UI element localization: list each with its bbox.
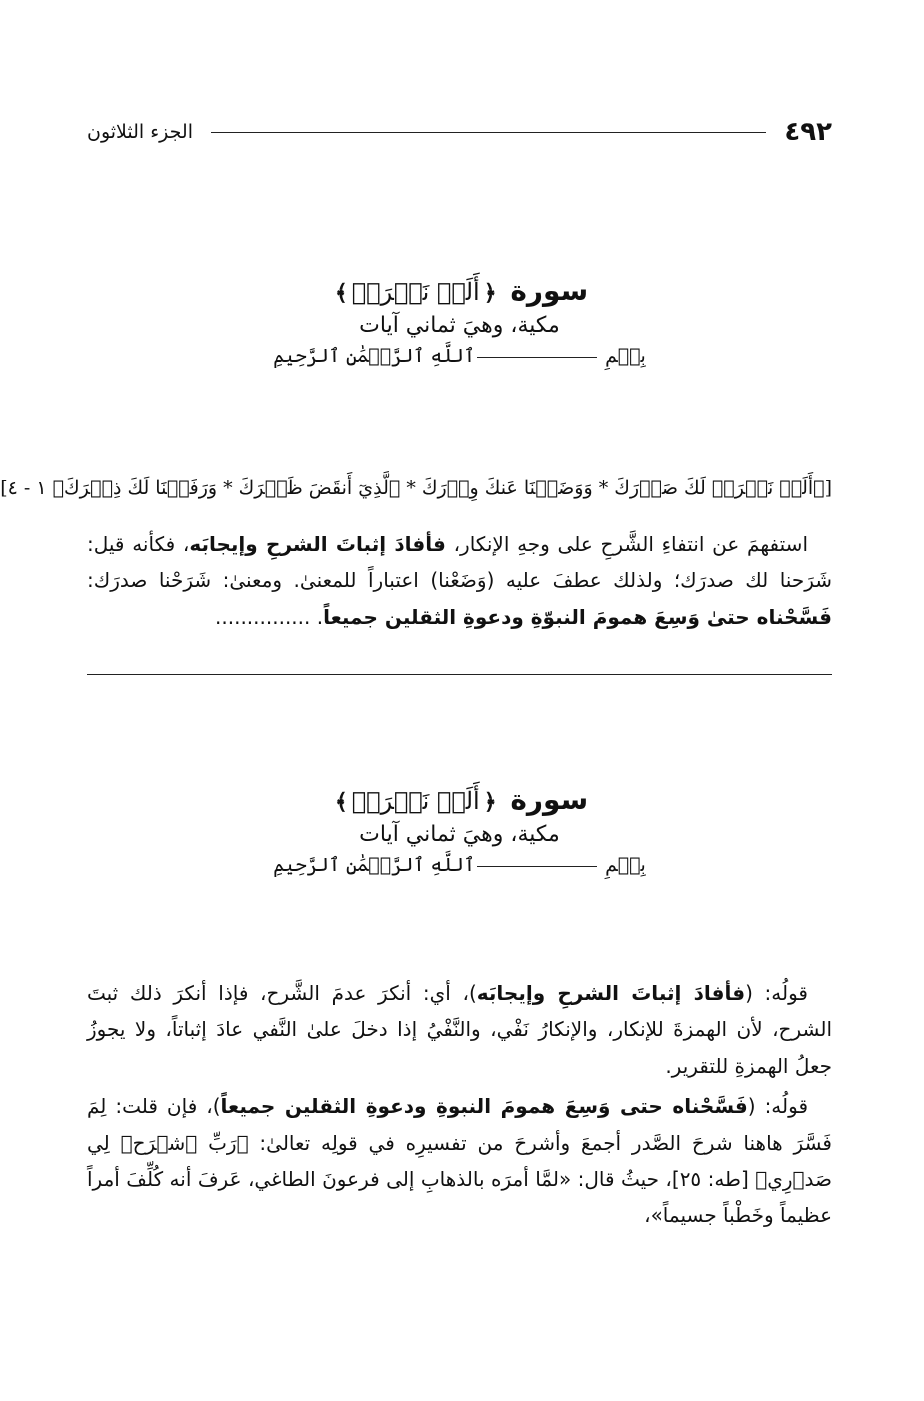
quran-quote: ﴿رَبِّ ٱشۡرَحۡ لِي صَدۡرِي﴾ xyxy=(87,1130,833,1191)
text-run: . ............... xyxy=(215,604,324,629)
commentary-paragraph xyxy=(87,1088,832,1234)
surah-heading-commentary xyxy=(87,782,832,880)
running-header xyxy=(87,110,832,154)
surah-subtitle: مكية، وهيَ ثماني آيات xyxy=(359,822,560,848)
surah-word: سورة xyxy=(510,783,589,816)
text-run: استفهمَ عن انتفاءِ الشَّرحِ على وجهِ الإنكار، xyxy=(445,532,808,556)
text-run: ، فكأنه قيل: شَرَحنا لك صدرَك؛ ولذلك عطفَ عليه (وَضَعْنا) اعتباراً للمعنىٰ. ومعنىٰ: شَرَحْنا صدرَك: xyxy=(87,532,832,593)
surah-word: سورة xyxy=(510,274,589,307)
basmala-stretch xyxy=(477,357,597,358)
bold-run: فَسَّحْناه حتى وَسِعَ همومَ النبوةِ ودعوةِ الثقلين جميعاً xyxy=(220,1094,748,1119)
book-page xyxy=(0,110,833,1228)
basmala-bism: بِسۡمِ xyxy=(605,345,646,368)
basmala xyxy=(87,342,832,371)
surah-title xyxy=(87,273,832,309)
text-run: )، فإن قلت: لِمَ فَسَّرَ هاهنا شرحَ الصَّدر أجمعَ وأشرحَ من تفسيرِه في قولِه تعالىٰ: xyxy=(87,1094,832,1155)
verses-text: [﴿أَلَمۡ نَشۡرَحۡ لَكَ صَدۡرَكَ * وَوَضَعۡنَا عَنكَ وِزۡرَكَ * ٱلَّذِيٓ أَنقَضَ ظَهۡرَكَ * وَرَفَعۡنَا لَكَ ذِكۡرَكَ﴾ ١ - ٤] xyxy=(0,477,832,499)
verse-block xyxy=(0,472,832,504)
basmala-rest: ٱللَّهِ ٱلرَّحۡمَٰنِ ٱلرَّحِيمِ xyxy=(273,854,476,877)
surah-subtitle: مكية، وهيَ ثماني آيات xyxy=(359,313,560,339)
ornate-bracket-open: ﴿ xyxy=(483,790,497,815)
main-paragraph xyxy=(87,526,832,635)
ornate-bracket-close: ﴾ xyxy=(334,281,348,306)
surah-name: أَلَمۡ نَشۡرَحۡ xyxy=(351,278,480,306)
text-run: [طه: ٢٥]، حيثُ قال: «لمَّا أمرَه بالذهابِ إلى فرعونَ الطاغي، عَرفَ أنه كُلِّفَ أمراً عظيماً وخَطْباً جسيماً»، xyxy=(87,1166,832,1228)
ornate-bracket-close: ﴾ xyxy=(334,790,348,815)
ornate-bracket-open: ﴿ xyxy=(483,281,497,306)
commentary-text xyxy=(87,975,832,1234)
text-run: قولُه: ( xyxy=(747,1094,809,1119)
commentary-paragraph xyxy=(87,975,832,1084)
section-divider xyxy=(87,674,832,675)
basmala-rest: ٱللَّهِ ٱلرَّحۡمَٰنِ ٱلرَّحِيمِ xyxy=(273,345,476,368)
part-title: الجزء الثلاثون xyxy=(87,121,193,143)
page-number: ٤٩٢ xyxy=(784,117,832,147)
basmala-stretch xyxy=(477,866,597,867)
text-run: قولُه: ( xyxy=(745,981,808,1005)
basmala-bism: بِسۡمِ xyxy=(605,854,646,877)
bold-run: فَسَّحْناه حتىٰ وَسِعَ همومَ النبوّةِ ودعوةِ الثقلين جميعاً xyxy=(323,604,832,629)
bold-run: فأفادَ إثباتَ الشرحِ وإيجابَه xyxy=(476,981,746,1005)
main-text xyxy=(87,526,832,635)
header-rule xyxy=(211,132,766,133)
text-run: )، أي: أنكرَ عدمَ الشَّرح، فإذا أنكرَ ذلك ثبتَ الشرح، لأن الهمزةَ للإنكار، والإنكارُ نَفْي، والنَّفْيُ إذا دخلَ علىٰ النَّفي عادَ إثباتاً، ولا يجوزُ جعلُ الهمزةِ للتقرير. xyxy=(87,981,832,1078)
surah-title xyxy=(87,782,832,818)
surah-heading-main xyxy=(87,273,832,371)
bold-run: فأفادَ إثباتَ الشرحِ وإيجابَه xyxy=(189,532,446,556)
basmala xyxy=(87,851,832,880)
surah-name: أَلَمۡ نَشۡرَحۡ xyxy=(351,787,480,815)
